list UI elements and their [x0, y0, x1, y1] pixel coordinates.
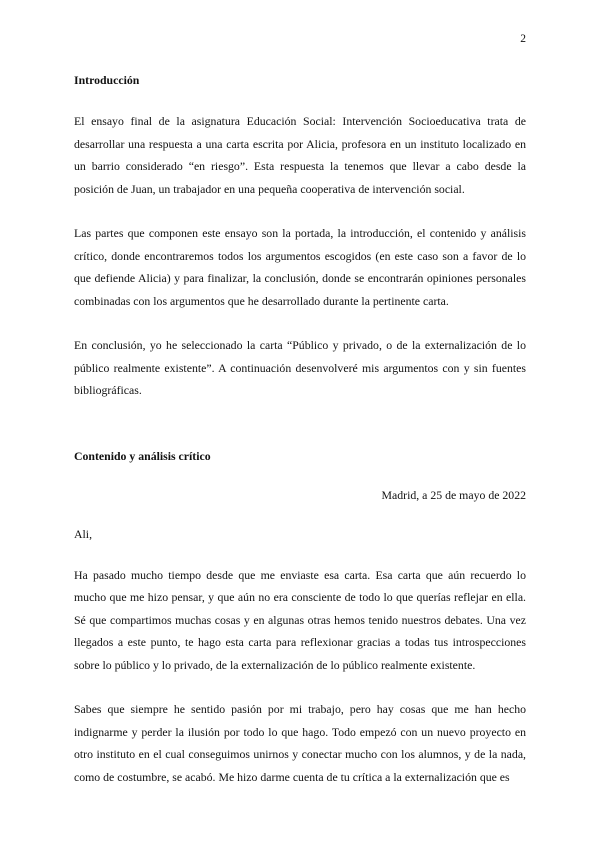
section-heading-contenido: Contenido y análisis crítico — [74, 448, 211, 463]
intro-paragraph: Las partes que componen este ensayo son la portada, la introducción, el contenido y análisis crítico, donde encontraremos todos los argumentos escogidos (en este caso son a favor de lo que defiende Alicia) y para finalizar, la conclusión, donde se encontrarán opiniones personales combinadas con los argumentos que he desarrollado durante la pertinente carta. — [74, 226, 526, 308]
letter-date: Madrid, a 25 de mayo de 2022 — [381, 487, 526, 502]
intro-paragraph: El ensayo final de la asignatura Educación Social: Intervención Socioeducativa trata de desarrollar una respuesta a una carta escrita por Alicia, profesora en un instituto localizado en un barrio considerado “en riesgo”. Esta respuesta la tenemos que llevar a cabo desde la posición de Juan, un trabajador en una pequeña cooperativa de intervención social. — [74, 114, 526, 196]
letter-greeting: Ali, — [74, 526, 93, 541]
intro-paragraph: En conclusión, yo he seleccionado la carta “Público y privado, o de la externalización de lo público realmente existente”. A continuación desenvolveré mis argumentos con y sin fuentes bibliográficas. — [74, 338, 526, 397]
document-body — [74, 71, 526, 788]
letter-paragraph: Sabes que siempre he sentido pasión por mi trabajo, pero hay cosas que me han hecho indignarme y perder la ilusión por todo lo que hago. Todo empezó con un nuevo proyecto en otro instituto en el cual conseguimos unirnos y conectar mucho con los alumnos, y de la nada, como de costumbre, se acabó. Me hizo darme cuenta de tu crítica a la externalización que es — [74, 702, 526, 784]
letter-paragraph: Ha pasado mucho tiempo desde que me enviaste esa carta. Esa carta que aún recuerdo lo mucho que me hizo pensar, y que aún no era consciente de todo lo que querías reflejar en ella. Sé que compartimos muchas cosas y en algunas otras hemos tenido nuestros debates. Una vez llegados a este punto, te hago esta carta para reflexionar gracias a todas tus introspecciones sobre lo público y lo privado, de la externalización de lo público realmente existente. — [74, 567, 526, 672]
section-heading-introduccion: Introducción — [74, 73, 140, 87]
page-number: 2 — [520, 33, 526, 45]
